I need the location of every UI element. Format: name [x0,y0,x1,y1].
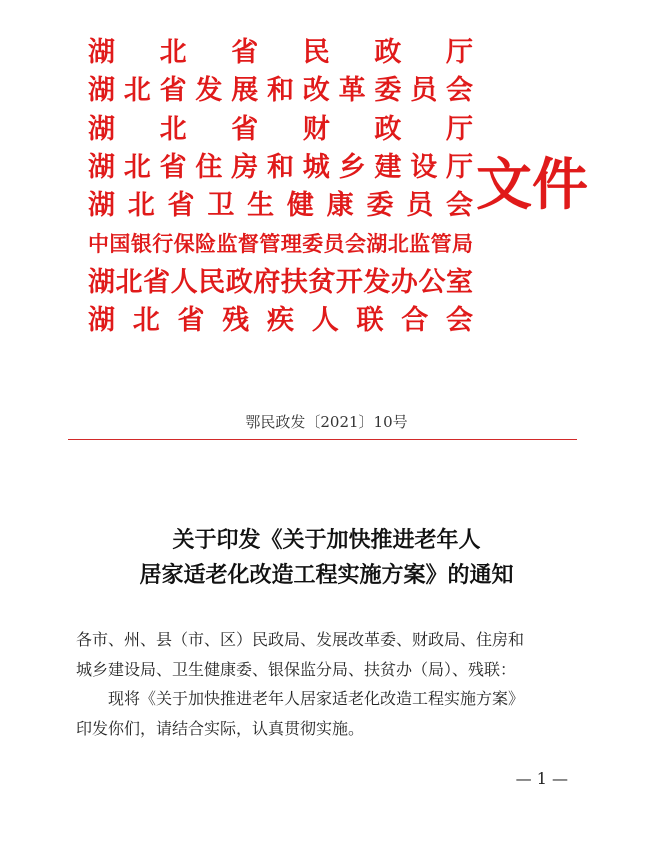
title-line: 居家适老化改造工程实施方案》的通知 [139,562,514,588]
body-paragraph-line: 印发你们，请结合实际，认真贯彻实施。 [76,718,365,738]
recipients-line: 各市、州、县（市、区）民政局、发展改革委、财政局、住房和 [76,630,525,649]
agency-name: 湖北省民政厅 [88,37,473,68]
agency-name: 中国银行保险监督管理委员会湖北监管局 [88,231,473,257]
agency-name: 湖北省住房和城乡建设厅 [88,151,473,183]
page-number: — 1 — [515,769,568,788]
document-title [0,523,653,593]
agency-name: 湖北省财政厅 [88,113,473,145]
document-mark: 文件 [476,152,588,218]
agency-name: 湖北省残疾人联合会 [88,305,473,337]
body-paragraph-line: 现将《关于加快推进老年人居家适老化改造工程实施方案》 [108,689,525,708]
title-line: 关于印发《关于加快推进老年人 [172,527,481,553]
recipients-line: 城乡建设局、卫生健康委、银保监分局、扶贫办（局）、残联： [76,659,517,679]
agency-name: 湖北省发展和改革委员会 [88,75,473,107]
agency-name: 湖北省卫生健康委员会 [88,190,473,222]
agency-name: 湖北省人民政府扶贫开发办公室 [88,266,473,298]
document-body [76,625,586,743]
red-divider-line [68,439,577,440]
issuing-agencies [88,34,473,340]
document-number: 鄂民政发〔2021〕10号 [245,413,408,431]
